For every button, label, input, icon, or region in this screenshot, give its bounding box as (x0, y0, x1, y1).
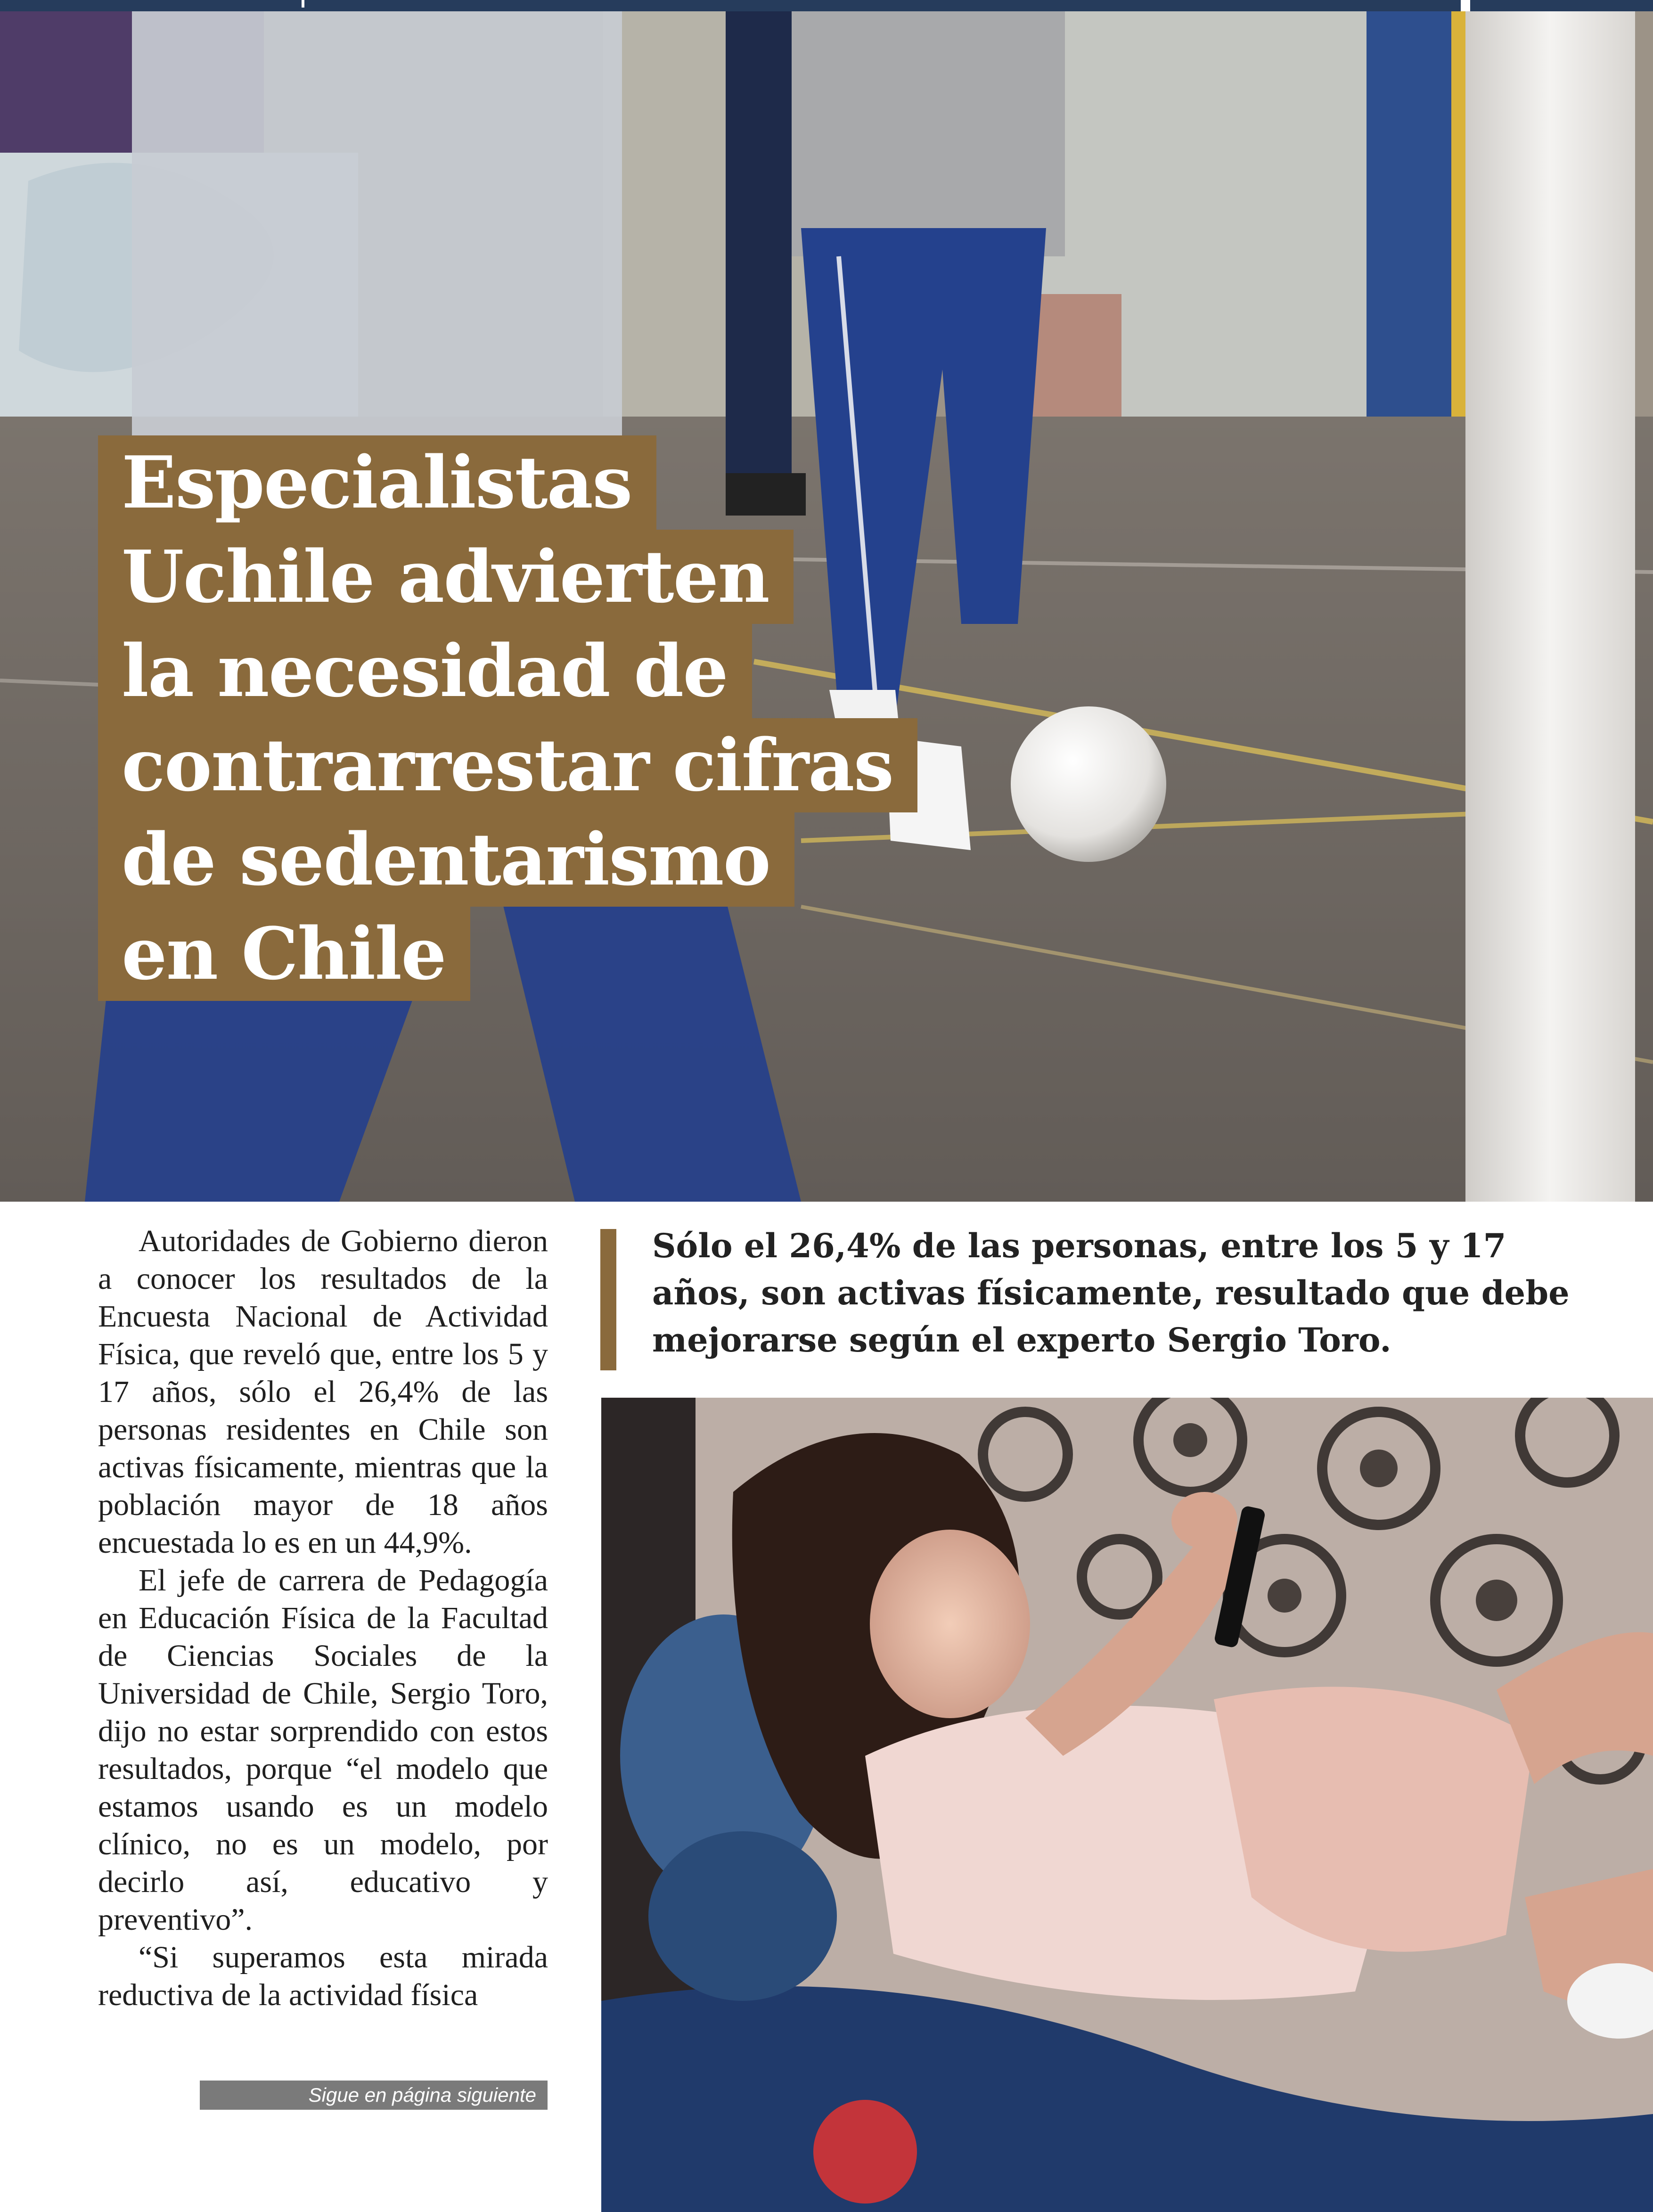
top-rule-tick (302, 0, 304, 8)
headline-line: Uchile advierten (98, 530, 794, 624)
soccer-ball (1011, 706, 1166, 862)
toy-red-ball (813, 2100, 917, 2204)
pull-quote: Sólo el 26,4% de las personas, entre los 5 y 17 años, son activas físicamente, resultado que debe mejorarse según el experto Sergio Toro. (652, 1226, 1570, 1360)
continue-label[interactable]: Sigue en página siguiente (200, 2081, 548, 2110)
hero-photo (0, 11, 1653, 1202)
article-headline (98, 435, 917, 1001)
girl-hand (1171, 1492, 1237, 1548)
girl-phone-photo (601, 1398, 1653, 2212)
girl-phone-illustration (601, 1398, 1653, 2212)
article-body (98, 1222, 548, 2014)
headline-line: en Chile (98, 907, 470, 1001)
pull-quote-bar (600, 1229, 616, 1370)
headline-line: contrarrestar cifras (98, 718, 917, 812)
goal-post (1465, 11, 1635, 1202)
headline-line: la necesidad de (98, 624, 752, 718)
body-paragraph: El jefe de carrera de Pedagogía en Educación Física de la Facultad de Ciencias Sociales de la Universidad de Chile, Sergio Toro, dijo no estar sorprendido con estos resultados, porque “el modelo que estamos usando es un modelo clínico, no es un modelo, por decirlo así, educativo y preventivo”. (98, 1563, 548, 1937)
bg-child-leg (726, 11, 792, 483)
child-shirt (792, 11, 1065, 256)
girl-face (870, 1530, 1030, 1718)
body-paragraph: Autoridades de Gobierno dieron a conocer los resultados de la Encuesta Nacional de Actividad Física, que reveló que, entre los 5 y 17 años, sólo el 26,4% de las personas residentes en Chile son activas físicamente, mientras que la población mayor de 18 años encuestada lo es en un 44,9%. (98, 1224, 548, 1560)
body-paragraph: “Si superamos esta mirada reductiva de la actividad física (98, 1940, 548, 2012)
headline-line: Especialistas (98, 435, 656, 530)
top-rule (0, 0, 1653, 11)
headline-line: de sedentarismo (98, 812, 794, 907)
stuffed-toy-body (648, 1831, 837, 2001)
top-rule-gap (1461, 0, 1470, 11)
